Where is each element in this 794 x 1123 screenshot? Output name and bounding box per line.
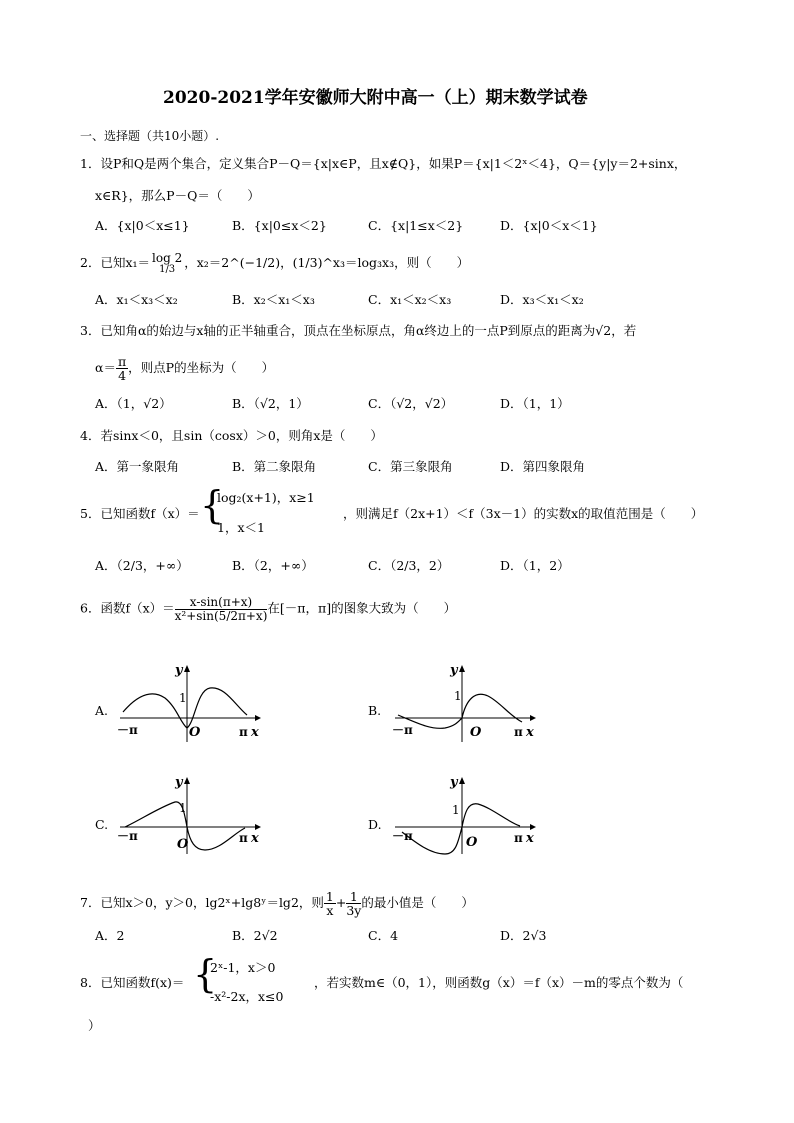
q6-graph-a[interactable]: [115, 660, 265, 745]
q2-line: [80, 252, 469, 275]
q6d-pi: π: [514, 831, 523, 845]
q6a-neg-pi: －π: [117, 723, 138, 737]
q7-option-b[interactable]: B．2√2: [232, 928, 278, 943]
q8-brace: {: [193, 952, 218, 996]
q1-option-a[interactable]: A．{x|0＜x≤1}: [95, 218, 190, 233]
q4-option-a[interactable]: A．第一象限角: [95, 459, 180, 474]
q2-option-c[interactable]: C．x₁＜x₂＜x₃: [368, 292, 452, 307]
section-heading: 一、选择题（共10小题）.: [80, 129, 220, 143]
q6b-y-label: y: [450, 663, 458, 678]
q6-graph-c[interactable]: [115, 772, 265, 857]
q6d-one: 1: [452, 803, 460, 817]
q3-option-c[interactable]: C．（√2，√2）: [368, 396, 454, 411]
q6-label-a[interactable]: A.: [95, 703, 109, 718]
q5-option-b[interactable]: B．（2，+∞）: [232, 558, 314, 573]
q6b-pi: π: [514, 725, 523, 739]
q6a-y-label: y: [175, 663, 183, 678]
q2-option-b[interactable]: B．x₂＜x₁＜x₃: [232, 292, 315, 307]
q1-line1: 1．设P和Q是两个集合，定义集合P－Q＝{x|x∈P，且x∉Q}，如果P＝{x|1＜2ˣ＜4}，Q＝{y|y＝2+sinx，: [80, 156, 687, 171]
q5-prefix: 5．已知函数f（x）＝: [80, 506, 200, 521]
q2-log-expression: [152, 252, 182, 275]
q7-f1-num: 1: [325, 889, 334, 904]
q6c-origin: O: [177, 837, 189, 852]
q7-option-d[interactable]: D．2√3: [500, 928, 547, 943]
q3-option-a[interactable]: A．（1，√2）: [95, 396, 172, 411]
q6a-x-label: x: [251, 725, 259, 740]
q5-case2: 1，x＜1: [217, 520, 265, 535]
q6-graph-d[interactable]: [390, 772, 540, 857]
q7-f2-den: 3y: [346, 903, 362, 919]
q2-x3: (1/3)^x₃＝log₃x₃，则（ ）: [292, 255, 470, 271]
q5-option-d[interactable]: D．（1，2）: [500, 558, 570, 573]
q8-line2: ）: [88, 1018, 101, 1033]
q6b-neg-pi: －π: [392, 723, 413, 737]
q6c-pi: π: [239, 831, 248, 845]
q5-option-a[interactable]: A．（2/3，+∞）: [95, 558, 189, 573]
q3-num: π: [117, 354, 127, 369]
q3-option-b[interactable]: B．（√2，1）: [232, 396, 309, 411]
q6-prefix: 6．函数f（x）＝: [80, 600, 175, 616]
page-title: 2020-2021学年安徽师大附中高一（上）期末数学试卷: [163, 88, 588, 108]
q2-option-a[interactable]: A．x₁＜x₃＜x₂: [95, 292, 178, 307]
q6c-one: 1: [179, 801, 187, 815]
q6d-x-label: x: [526, 831, 534, 846]
q1-line2: x∈R}，那么P－Q＝（ ）: [95, 188, 260, 203]
q6a-origin: O: [189, 725, 201, 740]
q6-label-b[interactable]: B.: [368, 703, 382, 718]
q4-line1: 4．若sinx＜0，且sin（cosx）＞0，则角x是（ ）: [80, 428, 383, 443]
q1-option-d[interactable]: D．{x|0＜x＜1}: [500, 218, 598, 233]
q7-prefix: 7．已知x＞0，y＞0，lg2ˣ+lg8ʸ＝lg2，则: [80, 895, 324, 911]
q6-label-d[interactable]: D.: [368, 817, 382, 832]
q8-prefix: 8．已知函数f(x)＝: [80, 975, 185, 990]
q6-fraction: [175, 596, 268, 622]
q7-f2-num: 1: [346, 890, 361, 904]
q6d-y-label: y: [450, 775, 458, 790]
q6b-origin: O: [470, 725, 482, 740]
q6a-pi: π: [239, 725, 248, 739]
q1-option-b[interactable]: B．{x|0≤x＜2}: [232, 218, 327, 233]
q7-frac2: [346, 890, 361, 917]
q3-alpha: α＝: [95, 360, 116, 376]
q7-line: 7．已知x＞0，y＞0，lg2ˣ+lg8ʸ＝lg2，则 $\frac{1}{x}$ + $\frac{1}{3y}$ 的最小值是（ ）: [80, 889, 474, 919]
q7-suffix: 的最小值是（ ）: [361, 895, 474, 911]
q7-option-a[interactable]: A．2: [95, 928, 125, 943]
q3-option-d[interactable]: D．（1，1）: [500, 396, 570, 411]
q3-fraction: [116, 355, 128, 382]
q3-suffix: ，则点P的坐标为（ ）: [128, 360, 275, 376]
q6-line: [80, 596, 456, 622]
q4-option-b[interactable]: B．第二象限角: [232, 459, 317, 474]
q6a-one: 1: [179, 691, 187, 705]
q7-f1-den: x: [326, 903, 334, 919]
q6b-x-label: x: [526, 725, 534, 740]
q3-line2: [95, 355, 274, 382]
q2-x2: ，x₂＝2^(−1/2)，: [184, 255, 293, 271]
q6-den: x²+sin(5/2π+x): [174, 608, 268, 623]
q6-num: x-sin(π+x): [175, 596, 268, 610]
q5-case1: log₂(x+1)，x≥1: [217, 490, 315, 505]
q5-brace: {: [200, 483, 225, 527]
q2-log-base: 1/3: [159, 263, 176, 275]
q6-suffix: 在[－π，π]的图象大致为（ ）: [267, 600, 457, 616]
q6-graph-b[interactable]: [390, 660, 540, 745]
q6c-neg-pi: －π: [117, 829, 138, 843]
q3-den: 4: [118, 368, 127, 384]
q6c-x-label: x: [251, 831, 259, 846]
q8-suffix: ，若实数m∈（0，1），则函数g（x）＝f（x）－m的零点个数为（: [314, 975, 684, 990]
q6b-one: 1: [454, 689, 462, 703]
q5-suffix: ，则满足f（2x+1）＜f（3x－1）的实数x的取值范围是（ ）: [343, 506, 704, 521]
q2-option-d[interactable]: D．x₃＜x₁＜x₂: [500, 292, 584, 307]
q6d-neg-pi: －π: [392, 829, 413, 843]
q3-line1: 3．已知角α的始边与x轴的正半轴重合，顶点在坐标原点，角α终边上的一点P到原点的距离为√2，若: [80, 323, 637, 338]
q5-option-c[interactable]: C．（2/3，2）: [368, 558, 450, 573]
q6c-y-label: y: [175, 775, 183, 790]
q8-case2: -x²-2x，x≤0: [210, 989, 284, 1004]
q7-option-c[interactable]: C．4: [368, 928, 399, 943]
q7-frac1: [324, 890, 336, 917]
q1-option-c[interactable]: C．{x|1≤x＜2}: [368, 218, 464, 233]
q6d-origin: O: [466, 835, 478, 850]
q4-option-c[interactable]: C．第三象限角: [368, 459, 453, 474]
q2-prefix: 2．已知x₁＝: [80, 255, 151, 271]
q6-label-c[interactable]: C.: [95, 817, 109, 832]
q4-option-d[interactable]: D．第四象限角: [500, 459, 586, 474]
q2-log-top: log 2: [152, 251, 183, 265]
q8-case1: 2ˣ-1，x＞0: [210, 960, 276, 975]
